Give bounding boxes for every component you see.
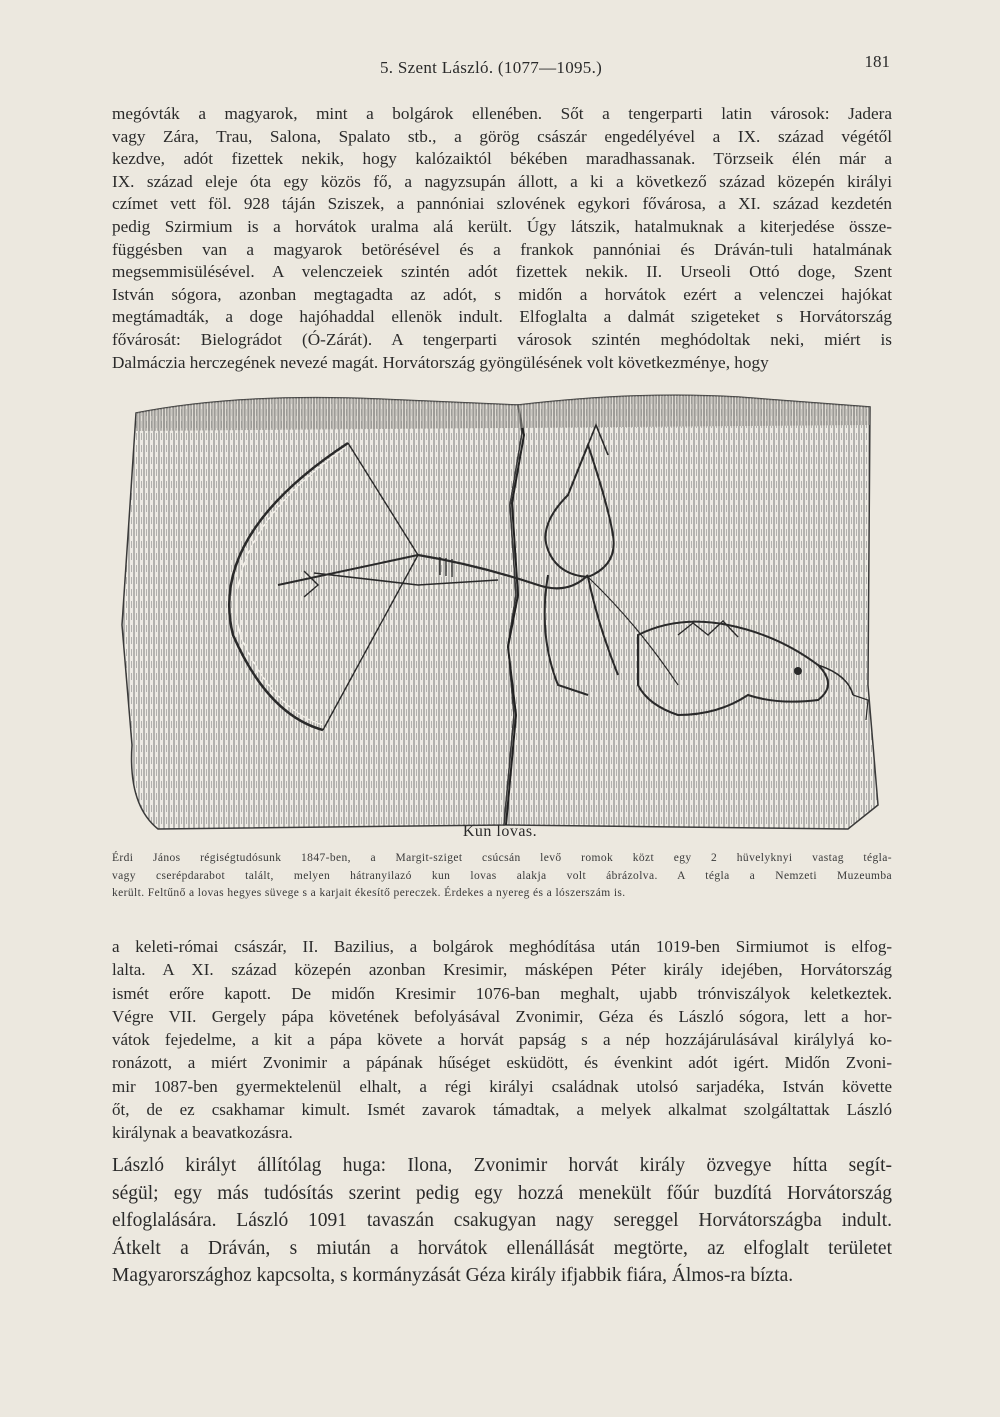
- text-line: Dalmáczia herczegének nevezé magát. Horvátország gyöngülésének volt következménye, hogy: [112, 352, 769, 372]
- caption-line: Érdi János régiségtudósunk 1847-ben, a Margit-sziget csúcsán levő romok közt egy 2 hüvelyknyi vastag tégla-: [112, 852, 892, 864]
- caption-line: került. Feltűnő a lovas hegyes süvege s a karjait ékesítő pereczek. Érdekes a nyereg és a lószerszám is.: [112, 887, 626, 899]
- page-header: [110, 52, 890, 82]
- page-number: 181: [864, 52, 890, 71]
- text-line: László királyt állítólag huga: Ilona, Zvonimir horvát király özvegye hítta segít-: [112, 1155, 892, 1176]
- text-line: IX. század eleje óta egy közös fő, a nagyzsupán állott, a ki a következő század közepén királyi: [112, 171, 892, 191]
- paragraph-large: [112, 1152, 892, 1290]
- text-line: ronázott, a miért Zvonimir a pápának hűséget esküdött, és évenkint adót igért. Midőn Zvoni-: [112, 1053, 892, 1073]
- text-line: Átkelt a Dráván, s miután a horvátok ellenállását megtörte, az elfoglalt területet: [112, 1237, 892, 1259]
- text-line: ismét erőre kapott. De midőn Kresimir 1076-ban meghalt, ujabb trónviszályok keletkeztek.: [112, 983, 892, 1003]
- text-line: elfoglalására. László 1091 tavaszán csakugyan nagy sereggel Horvátországba indult.: [112, 1210, 892, 1232]
- running-title: 5. Szent László. (1077—1095.): [380, 58, 603, 77]
- text-line: királynak a beavatkozásra.: [112, 1123, 293, 1143]
- caption-line: vagy cserépdarabot talált, melyen hátranyilazó kun lovas alakja volt ábrázolva. A tégla a Nemzeti Muzeumba: [112, 869, 892, 882]
- text-line: István sógora, azonban megtagadta az adót, s midőn a horvátok ezért a velenczei hajókat: [112, 284, 892, 304]
- tile-engraving-image: [118, 385, 880, 833]
- paragraph-top: [112, 103, 892, 374]
- text-line: pedig Szirmium is a horvátok uralma alá került. Úgy látszik, hatalmuknak a kiterjedése össze-: [112, 216, 892, 236]
- engraving-figure: [118, 385, 880, 833]
- figure-title: Kun lovas.: [462, 823, 538, 840]
- text-line: megtámadták, a doge hajóhaddal ellenök indult. Elfoglalta a dalmát szigeteket s Horvátország: [112, 307, 892, 327]
- text-line: Magyarországhoz kapcsolta, s kormányzását Géza király ifjabbik fiára, Álmos-ra bízta.: [112, 1265, 794, 1287]
- text-line: mir 1087-ben gyermektelenül elhalt, a régi királyi családnak utolsó sarjadéka, István követte: [112, 1076, 892, 1096]
- text-line: őt, de ez csakhamar kimult. Ismét zavarok támadtak, a melyek alkalmat szolgáltattak László: [112, 1100, 892, 1120]
- text-line: Végre VII. Gergely pápa követének befolyásával Zvonimir, Géza és László sógora, lett a hor-: [112, 1006, 892, 1026]
- text-line: lalta. A XI. század közepén azonban Kresimir, másképen Péter király idejében, Horvátország: [112, 960, 892, 980]
- text-line: megsemmisülésével. A velenczeiek szintén adót fizettek nekik. II. Urseoli Ottó doge, Szent: [112, 262, 892, 282]
- text-line: vátok fejedelme, a kit a pápa követe a horvát papság s a nép hozzájárulásával királylyá ko-: [112, 1030, 892, 1050]
- paragraph-middle: [112, 935, 892, 1145]
- text-line: függésben van a magyarok betörésével és a frankok pannóniai és Dráván-tuli hatalmának: [112, 239, 892, 259]
- text-line: vagy Zára, Trau, Salona, Spalato stb., a görög császár engedélyével a IX. század végétől: [112, 126, 892, 146]
- text-line: a keleti-római császár, II. Bazilius, a bolgárok meghódítása után 1019-ben Sirmiumot is elfog-: [112, 937, 892, 956]
- figure-caption: [112, 850, 892, 903]
- text-line: czímet vett föl. 928 táján Sziszek, a pannóniai szlovének egykori fővárosa, a XI. század kezdetén: [112, 194, 892, 214]
- text-line: kezdve, adót fizettek nekik, hogy kalózaiktól békében maradhassanak. Törzseik élén már a: [112, 149, 892, 169]
- text-line: ségül; egy más tudósítás szerint pedig egy hozzá menekült főúr buzdítá Horvátország: [112, 1182, 892, 1204]
- text-line: megóvták a magyarok, mint a bolgárok ellenében. Sőt a tengerparti latin városok: Jadera: [112, 104, 892, 123]
- text-line: fővárosát: Bielográdot (Ó-Zárát). A tengerparti városok szintén meghódoltak neki, miért is: [112, 329, 892, 349]
